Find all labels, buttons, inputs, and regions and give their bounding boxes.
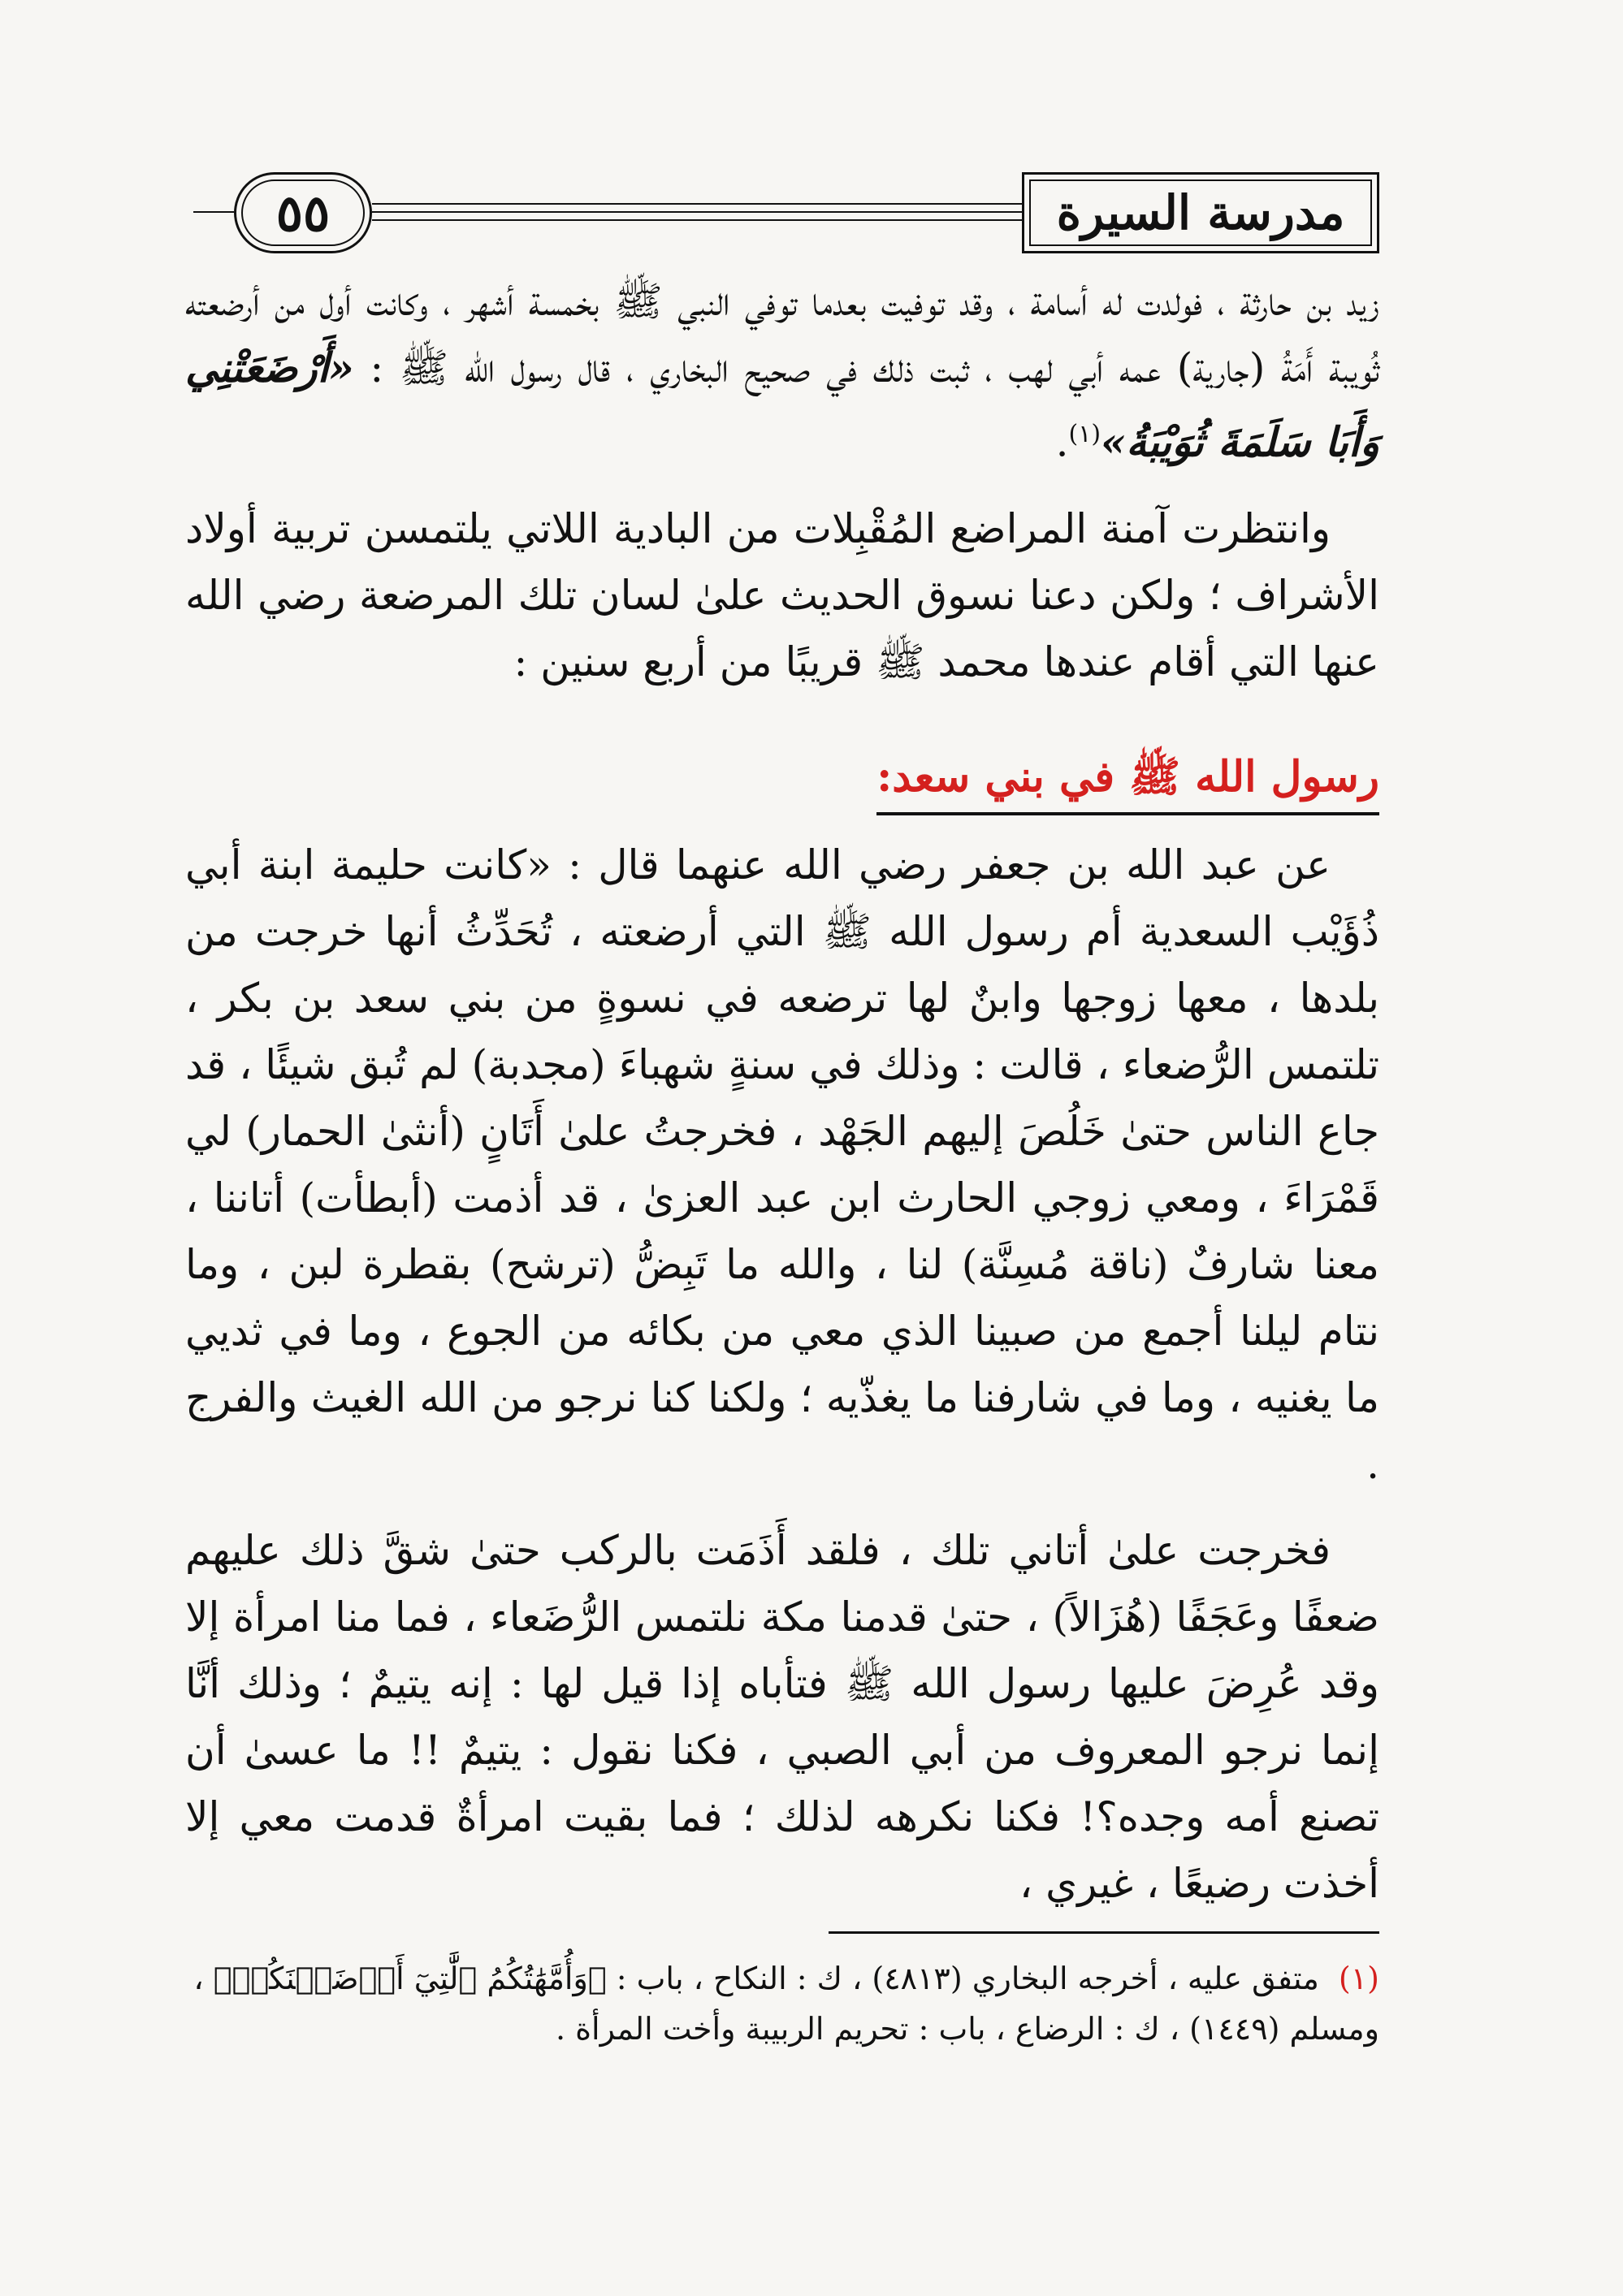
paragraph-text: زيد بن حارثة ، فولدت له أسامة ، وقد توفيت بعدما توفي النبي ﷺ بخمسة أشهر ، وكانت أول من أرضعته ثُويبة أَمَةُ (جارية) عمه أبي لهب ، ثبت ذلك في صحيح البخاري ، قال رسول الله ﷺ : (185, 278, 1379, 391)
footnote-divider (829, 1931, 1379, 1934)
header-rule-left (193, 211, 234, 213)
paragraph (185, 268, 1379, 476)
book-title-box (1022, 172, 1379, 253)
paragraph: عن عبد الله بن جعفر رضي الله عنهما قال : «كانت حليمة ابنة أبي ذُؤَيْب السعدية أم رسول الله ﷺ التي أرضعته ، تُحَدِّثُ أنها خرجت من بلدها ، معها زوجها وابنٌ لها ترضعه في نسوةٍ من بني سعد بن بكر ، تلتمس الرُّضعاء ، قالت : وذلك في سنةٍ شهباءَ (مجدبة) لم تُبق شيئًا ، قد جاع الناس حتىٰ خَلُصَ إليهم الجَهْد ، فخرجتُ علىٰ أَتَانٍ (أنثىٰ الحمار) لي قَمْرَاءَ ، ومعي زوجي الحارث ابن عبد العزىٰ ، قد أذمت (أبطأت) أتاننا ، معنا شارفٌ (ناقة مُسِنَّة) لنا ، والله ما تَبِضُّ (ترشح) بقطرة لبن ، وما نتام ليلنا أجمع من صبينا الذي معي من بكائه من الجوع ، وما في ثديي ما يغنيه ، وما في شارفنا ما يغذّيه ؛ ولكنا كنا نرجو من الله الغيث والفرج . (185, 841, 1380, 1488)
page-number-badge (234, 172, 372, 253)
section-heading: رسول الله ﷺ في بني سعد: (876, 744, 1379, 815)
header-rule-bottom (372, 219, 1022, 221)
page-number: ٥٥ (275, 183, 331, 243)
book-title: مدرسة السيرة (1056, 185, 1345, 240)
page-header (193, 172, 1379, 253)
quote-end: . (1055, 418, 1069, 466)
main-text (185, 268, 1379, 1936)
header-rule-middle (372, 211, 1022, 213)
footnote-ref: (١) (1068, 420, 1101, 448)
footnote-text: متفق عليه ، أخرجه البخاري (٤٨١٣) ، ك : النكاح ، باب : ﴿وَأُمَّهَٰتُكُمُ ٱلَّٰتِيٓ أَرۡضَعۡنَكُمۡ﴾ ، ومسلم (١٤٤٩) ، ك : الرضاع ، باب : تحريم الربيبة وأخت المرأة . (193, 1961, 1379, 2047)
paragraph: فخرجت علىٰ أتاني تلك ، فلقد أَذَمَت بالركب حتىٰ شقَّ ذلك عليهم ضعفًا وعَجَفًا (هُزَالاً) ، حتىٰ قدمنا مكة نلتمس الرُّضَعاء ، فما منا امرأة إلا وقد عُرِضَ عليها رسول الله ﷺ فتأباه إذا قيل لها : إنه يتيمٌ ؛ وذلك أنَّا إنما نرجو المعروف من أبي الصبي ، فكنا نقول : يتيمٌ !! ما عسىٰ أن تصنع أمه وجده؟! فكنا نكرهه لذلك ؛ فما بقيت امرأةٌ قدمت معي إلا أخذت رضيعًا ، غيري ، (185, 1526, 1379, 1907)
footnote (185, 1953, 1379, 2054)
paragraph: وانتظرت آمنة المراضع المُقْبِلات من البادية اللاتي يلتمسن تربية أولاد الأشراف ؛ ولكن دعنا نسوق الحديث علىٰ لسان تلك المرضعة رضي الله عنها التي أقام عندها محمد ﷺ قريبًا من أربع سنين : (185, 504, 1379, 685)
section-heading-wrap (185, 715, 1379, 832)
footnote-number: (١) (1338, 1961, 1379, 1996)
header-rule-top (372, 203, 1022, 205)
hadith-quote: «أَرْضَعَتْنِي وَأَبَا سَلَمَةَ ثُوَيْبَةُ» (185, 344, 1379, 466)
